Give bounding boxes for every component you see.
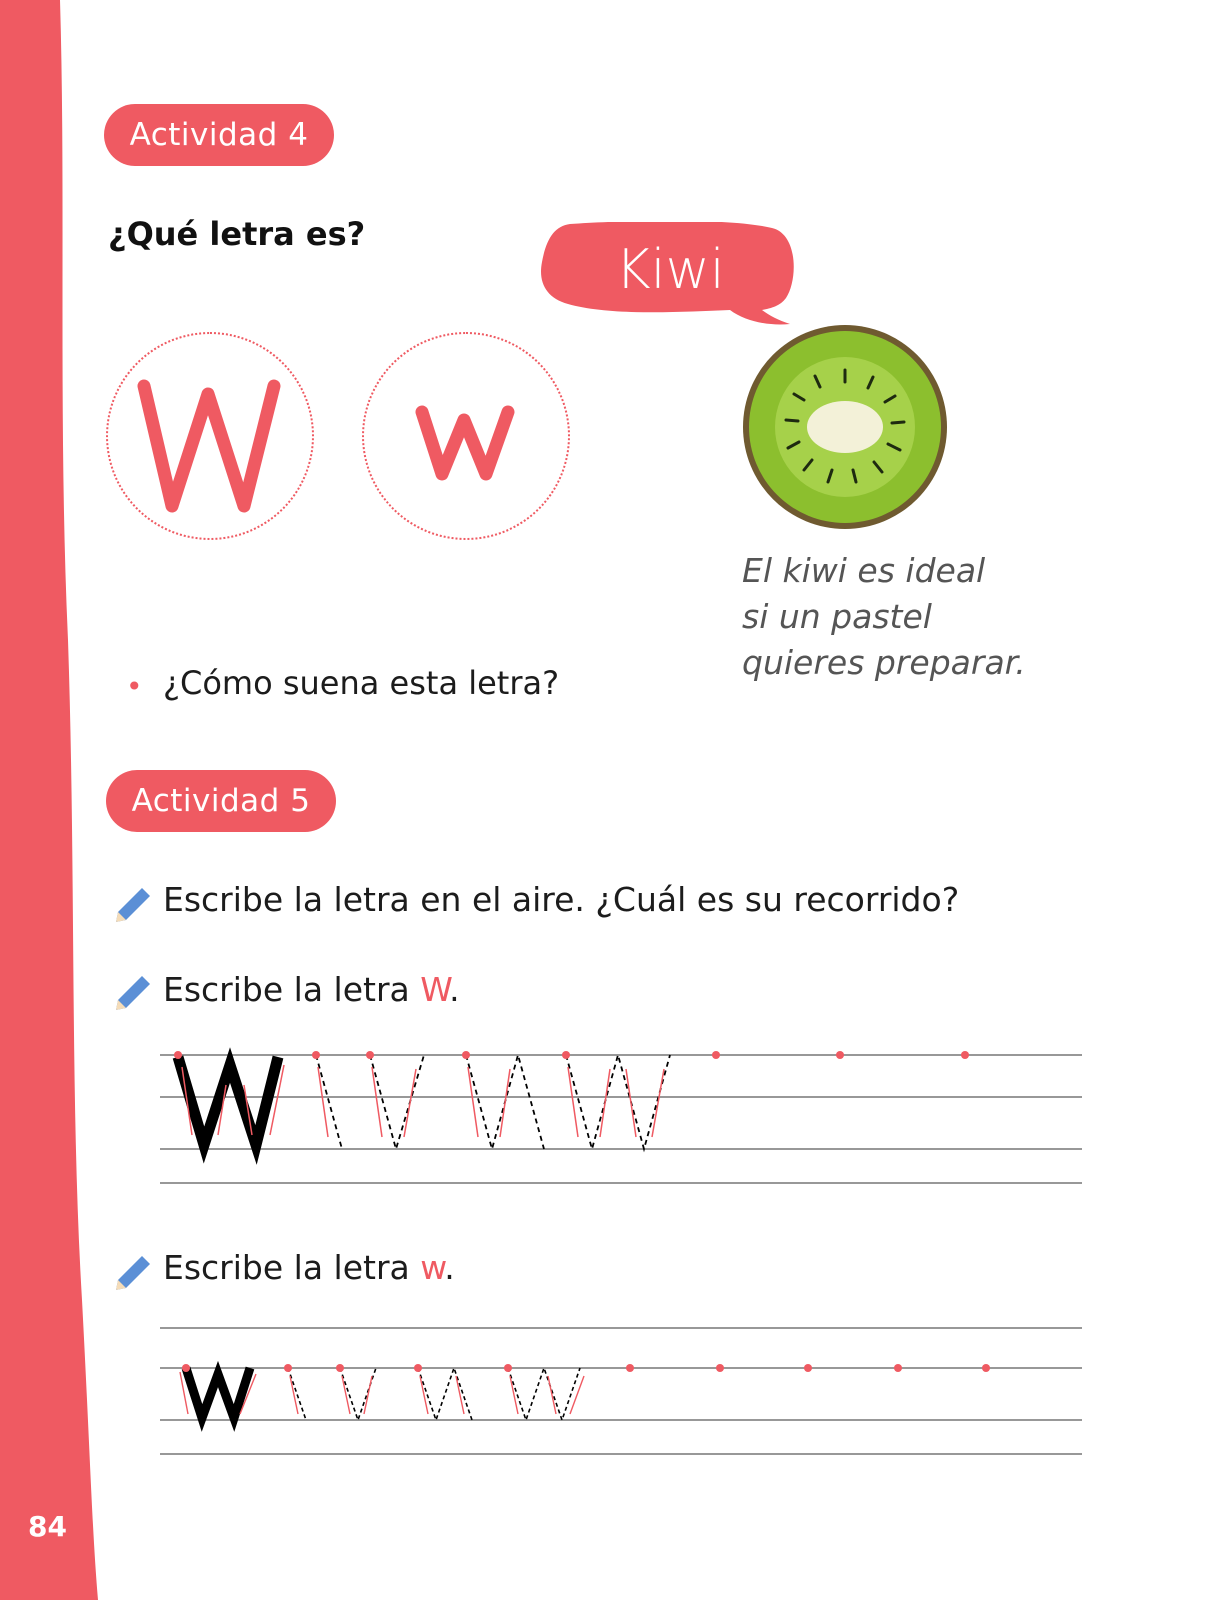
- lowercase-circle: [362, 332, 570, 540]
- instruction-write-upper: [163, 970, 460, 1009]
- period: .: [449, 970, 460, 1009]
- instruction-air: Escribe la letra en el aire. ¿Cuál es su recorrido?: [163, 880, 960, 919]
- lowercase-practice-lines: [160, 1320, 1110, 1470]
- rhyme-line: si un pastel: [742, 597, 932, 636]
- kiwi-rhyme: [742, 548, 1072, 686]
- rhyme-line: quieres preparar.: [742, 643, 1026, 682]
- lowercase-letter-glyph: [364, 334, 568, 538]
- uppercase-circle: [106, 332, 314, 540]
- bubble-word: Kiwi: [615, 238, 725, 301]
- pencil-icon: [112, 880, 156, 924]
- sound-question: ¿Cómo suena esta letra?: [163, 664, 560, 702]
- side-band: [0, 0, 110, 1600]
- page-number: 84: [28, 1510, 67, 1543]
- rhyme-line: El kiwi es ideal: [742, 551, 986, 590]
- instruction-write-lower: [163, 1248, 455, 1287]
- uppercase-practice-lines: [160, 1045, 1110, 1195]
- activity-4-label: Actividad 4: [104, 104, 334, 166]
- bullet-marker: •: [126, 670, 143, 703]
- activity-5-label: Actividad 5: [106, 770, 336, 832]
- kiwi-image: [740, 322, 950, 532]
- instruction-text: Escribe la letra: [163, 970, 421, 1009]
- instruction-text: Escribe la letra: [163, 1248, 421, 1287]
- highlight-letter: w: [420, 1248, 445, 1287]
- period: .: [444, 1248, 455, 1287]
- highlight-letter: W: [420, 970, 450, 1009]
- question-heading: ¿Qué letra es?: [108, 215, 366, 253]
- pencil-icon: [112, 1248, 156, 1292]
- pencil-icon: [112, 968, 156, 1012]
- uppercase-letter-glyph: [108, 334, 312, 538]
